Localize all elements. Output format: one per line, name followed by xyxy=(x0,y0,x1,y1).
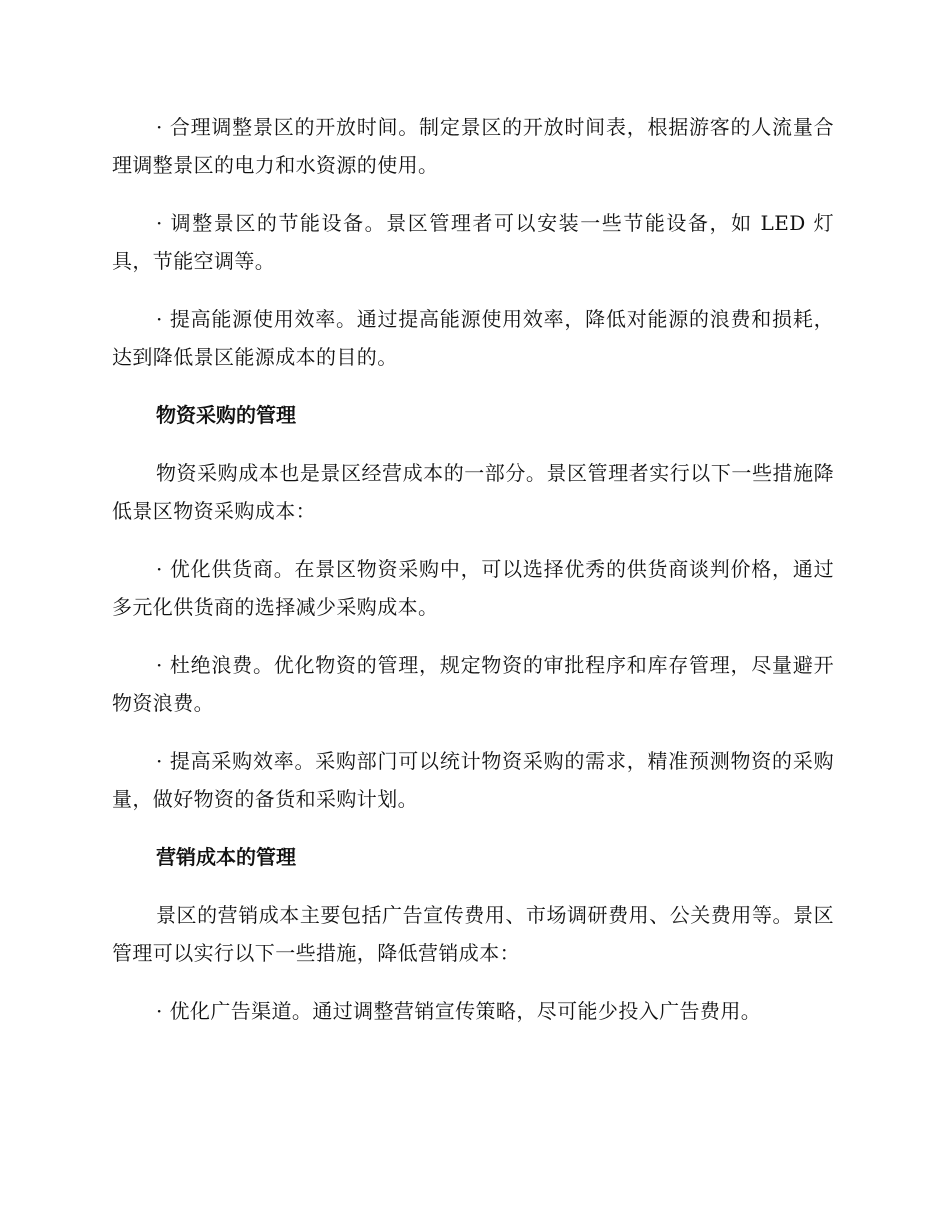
paragraph-marketing-intro: 景区的营销成本主要包括广告宣传费用、市场调研费用、公关费用等。景区管理可以实行以下一些措施，降低营销成本： xyxy=(112,903,834,965)
paragraph-optimize-suppliers: · 优化供货商。在景区物资采购中，可以选择优秀的供货商谈判价格，通过多元化供货商的选择减少采购成本。 xyxy=(112,557,834,619)
heading-marketing-cost: 营销成本的管理 xyxy=(156,845,296,869)
paragraph-ad-channels: · 优化广告渠道。通过调整营销宣传策略，尽可能少投入广告费用。 xyxy=(156,999,762,1023)
paragraph-opening-hours: · 合理调整景区的开放时间。制定景区的开放时间表，根据游客的人流量合理调整景区的电力和水资源的使用。 xyxy=(112,115,834,177)
document-page xyxy=(112,108,834,1050)
paragraph-procurement-efficiency: · 提高采购效率。采购部门可以统计物资采购的需求，精准预测物资的采购量，做好物资的备货和采购计划。 xyxy=(112,749,834,811)
paragraph-energy-saving-equipment: · 调整景区的节能设备。景区管理者可以安装一些节能设备，如 LED 灯具，节能空调等。 xyxy=(112,211,834,273)
heading-procurement: 物资采购的管理 xyxy=(156,403,296,427)
paragraph-energy-efficiency: · 提高能源使用效率。通过提高能源使用效率，降低对能源的浪费和损耗，达到降低景区能源成本的目的。 xyxy=(112,307,834,369)
paragraph-eliminate-waste: · 杜绝浪费。优化物资的管理，规定物资的审批程序和库存管理，尽量避开物资浪费。 xyxy=(112,653,834,715)
paragraph-procurement-intro: 物资采购成本也是景区经营成本的一部分。景区管理者实行以下一些措施降低景区物资采购成本： xyxy=(112,461,834,523)
